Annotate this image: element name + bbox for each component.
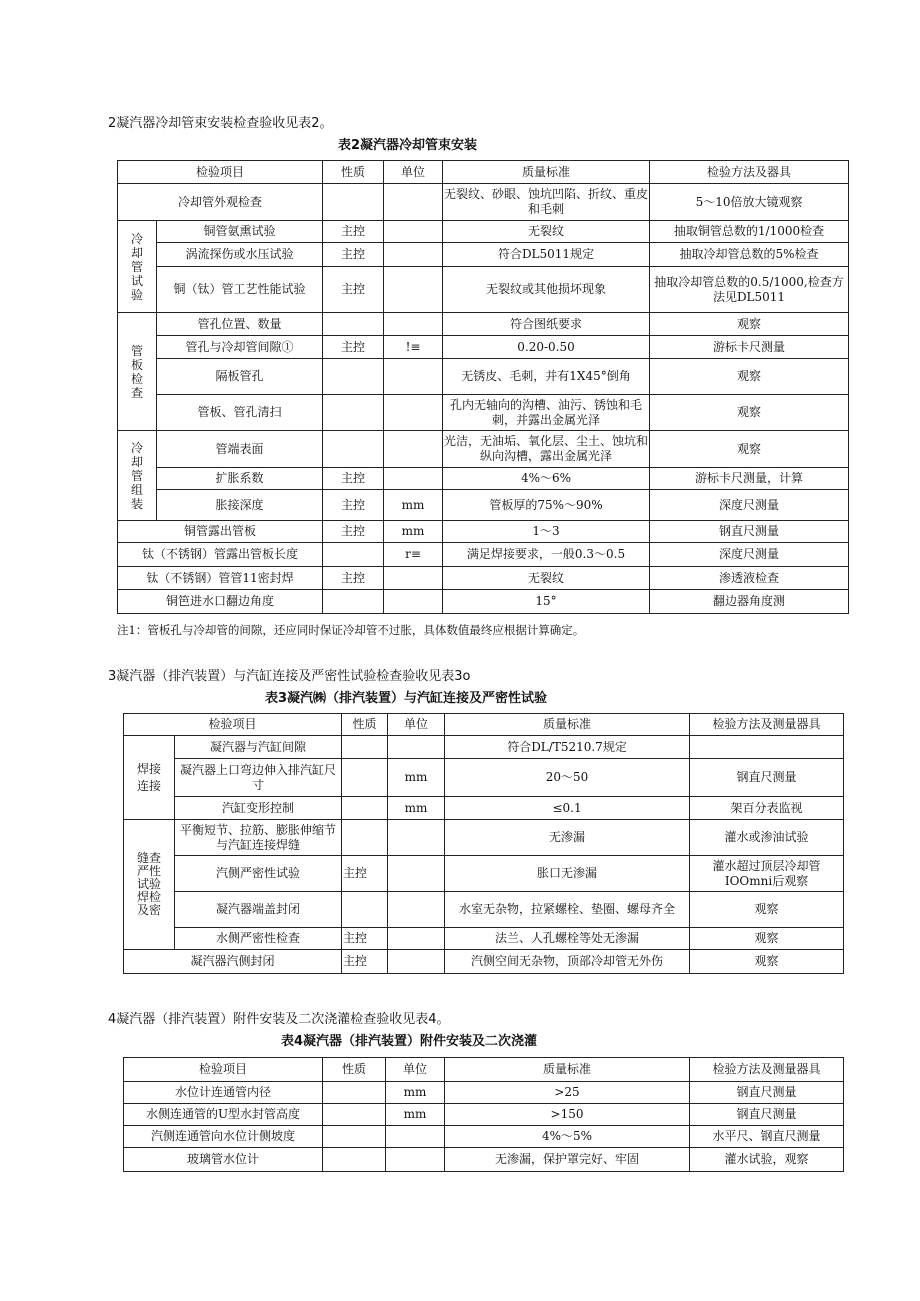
item-cell: 水侧连通管的U型水封管高度: [124, 1104, 323, 1126]
table-row: [124, 950, 844, 974]
nature-cell: [323, 395, 384, 431]
table-row: [118, 543, 849, 567]
header-nature: 性质: [323, 1058, 386, 1082]
unit-cell: [384, 431, 443, 468]
table4-caption: 表4凝汽器（排汽装置）附件安装及二次浇灌: [281, 1034, 538, 1049]
nature-cell: 主控: [323, 567, 384, 590]
item-cell: 铜管露出管板: [118, 521, 323, 543]
header-unit: 单位: [384, 161, 443, 184]
item-cell: 凝汽器与汽缸间隙: [175, 736, 342, 759]
table-row: [118, 243, 849, 267]
group-seal: [124, 820, 175, 950]
header-item: 检验项目: [118, 161, 323, 184]
unit-cell: [384, 221, 443, 243]
method-cell: 钢直尺测量: [690, 1082, 844, 1104]
method-cell: 观察: [650, 359, 849, 395]
unit-cell: [388, 820, 445, 856]
header-standard: 质量标准: [443, 161, 650, 184]
nature-cell: 主控: [323, 243, 384, 267]
table-row: [118, 221, 849, 243]
standard-cell: 符合DL/T5210.7规定: [445, 736, 690, 759]
nature-cell: [323, 313, 384, 336]
table3: [123, 713, 844, 974]
table3-caption: 表3凝汽㈱（排汽装置）与汽缸连接及严密性试验: [265, 691, 548, 706]
group-label: 缝查严性试验焊检及密: [136, 851, 161, 917]
item-cell: 汽缸变形控制: [175, 797, 342, 820]
unit-cell: mm: [384, 490, 443, 521]
table-row: [124, 1148, 844, 1172]
header-item: 检验项目: [124, 1058, 323, 1082]
table-row: [118, 431, 849, 468]
method-cell: 灌水超过顶层冷却管IOOmni后观察: [690, 856, 844, 892]
table-row: [124, 736, 844, 759]
nature-cell: [323, 1082, 386, 1104]
table-row: [124, 797, 844, 820]
header-method: 检验方法及测量器具: [690, 714, 844, 736]
method-cell: 观察: [690, 928, 844, 950]
table2: [117, 160, 849, 614]
item-cell: 管端表面: [157, 431, 323, 468]
table-row: [124, 1126, 844, 1148]
table-row: [124, 759, 844, 797]
nature-cell: [342, 892, 388, 928]
table4: [123, 1057, 844, 1172]
table-row: [118, 336, 849, 359]
unit-cell: [388, 950, 445, 974]
method-cell: 抽取冷却管总数的0.5/1000,检查方法见DL5011: [650, 267, 849, 313]
table-header-row: [118, 161, 849, 184]
section2-heading: 2凝汽器冷却管束安装检查验收见表2。: [108, 116, 333, 131]
nature-cell: 主控: [342, 950, 388, 974]
nature-cell: 主控: [323, 521, 384, 543]
method-cell: 灌水试验，观察: [690, 1148, 844, 1172]
standard-cell: ≤0.1: [445, 797, 690, 820]
unit-cell: mm: [384, 521, 443, 543]
group-label: 管板检查: [130, 343, 143, 400]
table-row: [118, 468, 849, 490]
table-row: [124, 892, 844, 928]
table-row: [124, 820, 844, 856]
item-cell: 玻璃管水位计: [124, 1148, 323, 1172]
standard-cell: 符合图纸要求: [443, 313, 650, 336]
header-method: 检验方法及器具: [650, 161, 849, 184]
unit-cell: [388, 856, 445, 892]
unit-cell: [384, 590, 443, 614]
standard-cell: >25: [445, 1082, 690, 1104]
standard-cell: 法兰、人孔螺栓等处无渗漏: [445, 928, 690, 950]
nature-cell: [342, 820, 388, 856]
method-cell: 翻边器角度测: [650, 590, 849, 614]
nature-cell: [342, 797, 388, 820]
table-row: [118, 267, 849, 313]
unit-cell: [388, 928, 445, 950]
section3-heading: 3凝汽器（排汽装置）与汽缸连接及严密性试验检查验收见表3o: [108, 669, 471, 684]
table-row: [118, 521, 849, 543]
group-label: 焊接连接: [136, 761, 161, 793]
item-cell: 管孔位置、数量: [157, 313, 323, 336]
item-cell: 管板、管孔清扫: [157, 395, 323, 431]
unit-cell: mm: [388, 759, 445, 797]
nature-cell: 主控: [323, 468, 384, 490]
method-cell: 钢直尺测量: [690, 759, 844, 797]
item-cell: 钛（不锈钢）管管11密封焊: [118, 567, 323, 590]
standard-cell: 无裂纹、砂眼、蚀坑凹陷、折纹、重皮和毛刺: [443, 184, 650, 221]
method-cell: 观察: [690, 950, 844, 974]
header-nature: 性质: [323, 161, 384, 184]
header-standard: 质量标准: [445, 1058, 690, 1082]
unit-cell: [384, 359, 443, 395]
item-cell: 凝汽器汽侧封闭: [124, 950, 342, 974]
unit-cell: [384, 567, 443, 590]
method-cell: 深度尺测量: [650, 543, 849, 567]
standard-cell: >150: [445, 1104, 690, 1126]
table2-note: 注1：管板孔与冷却管的间隙，还应同时保证冷却管不过胀，具体数值最终应根据计算确定。: [117, 623, 585, 637]
method-cell: 游标卡尺测量，计算: [650, 468, 849, 490]
group-plate: [118, 313, 157, 431]
nature-cell: [323, 1148, 386, 1172]
group-assembly: [118, 431, 157, 521]
table-header-row: [124, 1058, 844, 1082]
header-unit: 单位: [386, 1058, 445, 1082]
group-label: 冷却管组装: [130, 440, 143, 511]
standard-cell: 4%～5%: [445, 1126, 690, 1148]
nature-cell: 主控: [323, 490, 384, 521]
standard-cell: 无锈皮、毛刺，并有1X45°倒角: [443, 359, 650, 395]
standard-cell: 1～3: [443, 521, 650, 543]
table-row: [124, 1104, 844, 1126]
method-cell: 深度尺测量: [650, 490, 849, 521]
item-cell: 凝汽器端盖封闭: [175, 892, 342, 928]
method-cell: 钢直尺测量: [690, 1104, 844, 1126]
unit-cell: [384, 243, 443, 267]
nature-cell: 主控: [323, 336, 384, 359]
method-cell: [690, 736, 844, 759]
nature-cell: 主控: [342, 928, 388, 950]
unit-cell: [386, 1148, 445, 1172]
standard-cell: 无裂纹: [443, 221, 650, 243]
standard-cell: 水室无杂物，拉紧螺栓、垫圈、螺母齐全: [445, 892, 690, 928]
nature-cell: [323, 431, 384, 468]
unit-cell: mm: [388, 797, 445, 820]
nature-cell: [323, 184, 384, 221]
nature-cell: [323, 590, 384, 614]
nature-cell: [342, 759, 388, 797]
unit-cell: [384, 468, 443, 490]
header-unit: 单位: [388, 714, 445, 736]
unit-cell: [388, 892, 445, 928]
standard-cell: 胀口无渗漏: [445, 856, 690, 892]
group-weld: [124, 736, 175, 820]
unit-cell: [388, 736, 445, 759]
method-cell: 抽取冷却管总数的5%检查: [650, 243, 849, 267]
group-label: 冷却管试验: [130, 231, 143, 302]
table-row: [118, 590, 849, 614]
header-item: 检验项目: [124, 714, 342, 736]
unit-cell: r≡: [384, 543, 443, 567]
item-cell: 涡流探伤或水压试验: [157, 243, 323, 267]
method-cell: 灌水或渗油试验: [690, 820, 844, 856]
standard-cell: 满足焊接要求，一般0.3～0.5: [443, 543, 650, 567]
table-row: [118, 567, 849, 590]
item-cell: 铜笆进水口翻边角度: [118, 590, 323, 614]
nature-cell: 主控: [323, 221, 384, 243]
method-cell: 观察: [650, 431, 849, 468]
unit-cell: mm: [386, 1082, 445, 1104]
standard-cell: 管板厚的75%～90%: [443, 490, 650, 521]
nature-cell: [323, 1104, 386, 1126]
item-cell: 汽侧严密性试验: [175, 856, 342, 892]
table-row: [118, 359, 849, 395]
item-cell: 水位计连通管内径: [124, 1082, 323, 1104]
standard-cell: 无渗漏，保护罩完好、牢固: [445, 1148, 690, 1172]
item-cell: 冷却管外观检查: [118, 184, 323, 221]
item-cell: 钛（不锈钢）管露出管板长度: [118, 543, 323, 567]
unit-cell: [384, 267, 443, 313]
item-cell: 水侧严密性检查: [175, 928, 342, 950]
item-cell: 胀接深度: [157, 490, 323, 521]
nature-cell: [323, 1126, 386, 1148]
method-cell: 抽取铜管总数的1/1000检查: [650, 221, 849, 243]
table-row: [118, 490, 849, 521]
standard-cell: 20～50: [445, 759, 690, 797]
table-row: [124, 1082, 844, 1104]
header-nature: 性质: [342, 714, 388, 736]
method-cell: 5～10倍放大镜观察: [650, 184, 849, 221]
unit-cell: !≡: [384, 336, 443, 359]
standard-cell: 15°: [443, 590, 650, 614]
table-header-row: [124, 714, 844, 736]
item-cell: 铜（钛）管工艺性能试验: [157, 267, 323, 313]
standard-cell: 4%～6%: [443, 468, 650, 490]
nature-cell: 主控: [323, 267, 384, 313]
standard-cell: 光洁，无油垢、氧化层、尘土、蚀坑和纵向沟槽，露出金属光泽: [443, 431, 650, 468]
item-cell: 隔板管孔: [157, 359, 323, 395]
table2-caption: 表2凝汽器冷却管束安装: [338, 138, 478, 153]
item-cell: 汽侧连通管向水位计侧坡度: [124, 1126, 323, 1148]
standard-cell: 0.20-0.50: [443, 336, 650, 359]
table-row: [124, 928, 844, 950]
table-row: [118, 313, 849, 336]
table-row: [118, 184, 849, 221]
method-cell: 游标卡尺测量: [650, 336, 849, 359]
unit-cell: [384, 184, 443, 221]
method-cell: 观察: [650, 395, 849, 431]
unit-cell: [384, 395, 443, 431]
standard-cell: 无裂纹或其他损坏现象: [443, 267, 650, 313]
nature-cell: [323, 359, 384, 395]
standard-cell: 孔内无轴向的沟槽、油污、锈蚀和毛刺，并露出金属光泽: [443, 395, 650, 431]
method-cell: 钢直尺测量: [650, 521, 849, 543]
item-cell: 管孔与冷却管间隙①: [157, 336, 323, 359]
standard-cell: 无渗漏: [445, 820, 690, 856]
item-cell: 铜管氨熏试验: [157, 221, 323, 243]
nature-cell: 主控: [342, 856, 388, 892]
method-cell: 水平尺、钢直尺测量: [690, 1126, 844, 1148]
table-row: [124, 856, 844, 892]
nature-cell: [342, 736, 388, 759]
unit-cell: [386, 1126, 445, 1148]
table-row: [118, 395, 849, 431]
unit-cell: [384, 313, 443, 336]
method-cell: 观察: [650, 313, 849, 336]
standard-cell: 符合DL5011规定: [443, 243, 650, 267]
standard-cell: 无裂纹: [443, 567, 650, 590]
standard-cell: 汽侧空间无杂物，顶部冷却管无外伤: [445, 950, 690, 974]
nature-cell: [323, 543, 384, 567]
unit-cell: mm: [386, 1104, 445, 1126]
item-cell: 平衡短节、拉筋、膨胀伸缩节与汽缸连接焊缝: [175, 820, 342, 856]
method-cell: 架百分表监视: [690, 797, 844, 820]
group-tube-test: [118, 221, 157, 313]
header-method: 检验方法及测量器具: [690, 1058, 844, 1082]
method-cell: 观察: [690, 892, 844, 928]
section4-heading: 4凝汽器（排汽装置）附件安装及二次浇灌检查验收见表4。: [108, 1012, 450, 1027]
method-cell: 渗透液检查: [650, 567, 849, 590]
item-cell: 扩胀系数: [157, 468, 323, 490]
item-cell: 凝汽器上口弯边伸入排汽缸尺寸: [175, 759, 342, 797]
header-standard: 质量标准: [445, 714, 690, 736]
